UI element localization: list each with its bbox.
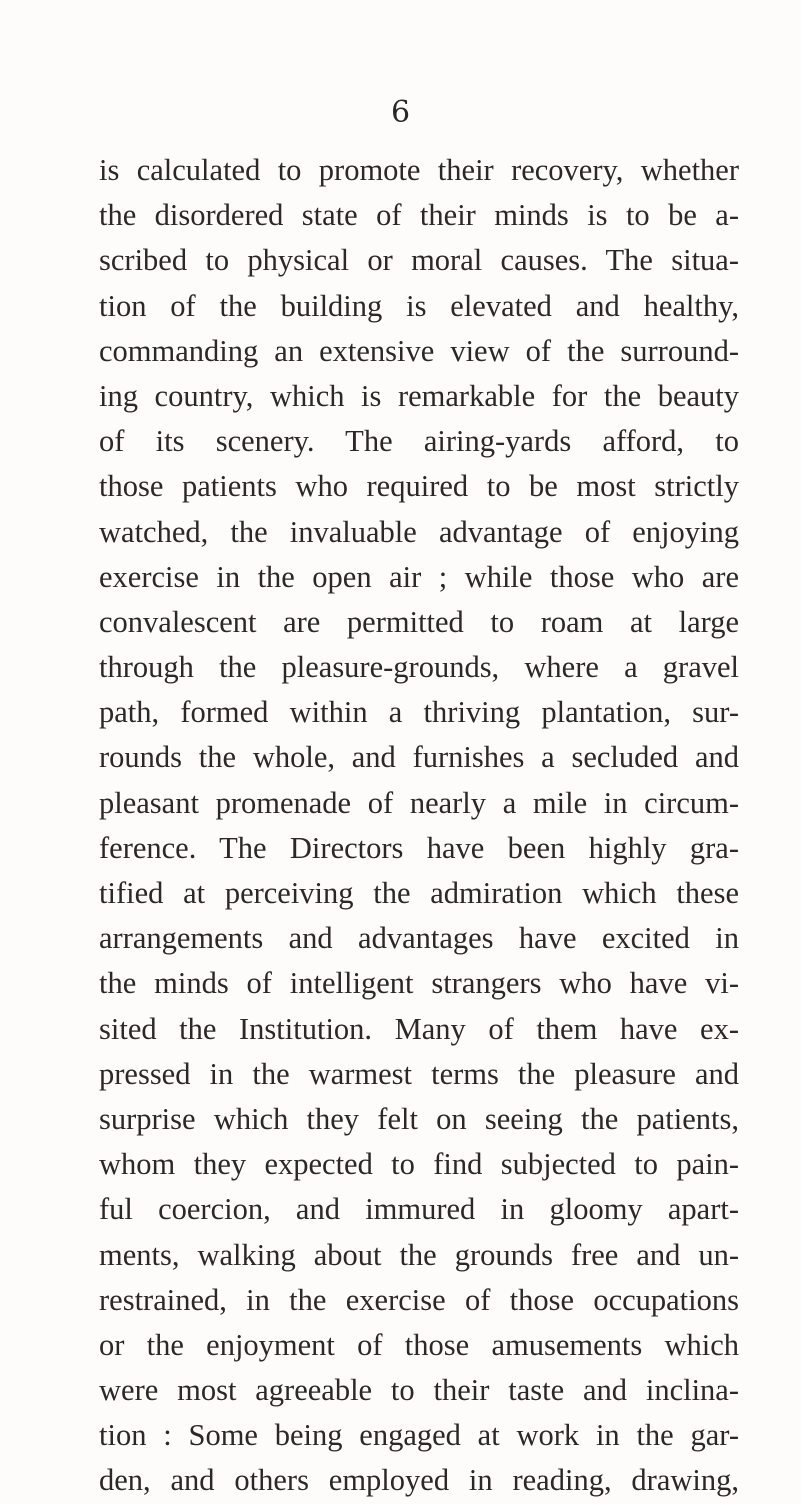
text-line: scribed to physical or moral causes. The situa- <box>99 243 739 278</box>
body-text <box>99 148 739 1504</box>
text-line: tified at perceiving the admiration which these <box>99 876 739 910</box>
text-line: rounds the whole, and furnishes a secluded and <box>99 740 739 775</box>
text-line: of its scenery. The airing-yards afford, to <box>99 424 739 459</box>
text-line: were most agreeable to their taste and inclina- <box>99 1373 739 1408</box>
text-line: watched, the invaluable advantage of enjoying <box>99 514 739 549</box>
text-line: surprise which they felt on seeing the patients, <box>99 1101 739 1136</box>
page-number: 6 <box>390 95 411 130</box>
text-line: tion of the building is elevated and healthy, <box>99 288 739 323</box>
text-line: or the enjoyment of those amusements which <box>99 1327 739 1362</box>
text-line: arrangements and advantages have excited in <box>99 921 739 956</box>
text-line: den, and others employed in reading, drawing, <box>99 1463 739 1498</box>
text-line: pleasant promenade of nearly a mile in circum- <box>99 785 739 820</box>
text-line: is calculated to promote their recovery, whether <box>99 153 739 187</box>
text-line: those patients who required to be most strictly <box>99 469 739 504</box>
text-line: exercise in the open air ; while those who are <box>99 559 739 594</box>
text-line: ful coercion, and immured in gloomy apart- <box>99 1192 739 1227</box>
text-line: convalescent are permitted to roam at large <box>99 604 739 639</box>
text-line: the disordered state of their minds is to be a- <box>99 198 739 233</box>
text-line: sited the Institution. Many of them have ex- <box>99 1011 739 1046</box>
text-line: the minds of intelligent strangers who have vi- <box>99 966 739 1001</box>
text-line: restrained, in the exercise of those occupations <box>99 1282 739 1317</box>
text-line: ference. The Directors have been highly gra- <box>99 830 739 865</box>
text-line: ments, walking about the grounds free and un- <box>99 1237 739 1272</box>
text-line: path, formed within a thriving plantation, sur- <box>99 695 739 730</box>
text-line: tion : Some being engaged at work in the gar- <box>99 1418 739 1453</box>
text-line: whom they expected to find subjected to pain- <box>99 1147 739 1182</box>
text-line: pressed in the warmest terms the pleasure and <box>99 1056 739 1091</box>
text-line: ing country, which is remarkable for the beauty <box>99 378 739 413</box>
text-line: through the pleasure-grounds, where a gravel <box>99 650 739 685</box>
text-line: commanding an extensive view of the surround- <box>99 333 739 368</box>
